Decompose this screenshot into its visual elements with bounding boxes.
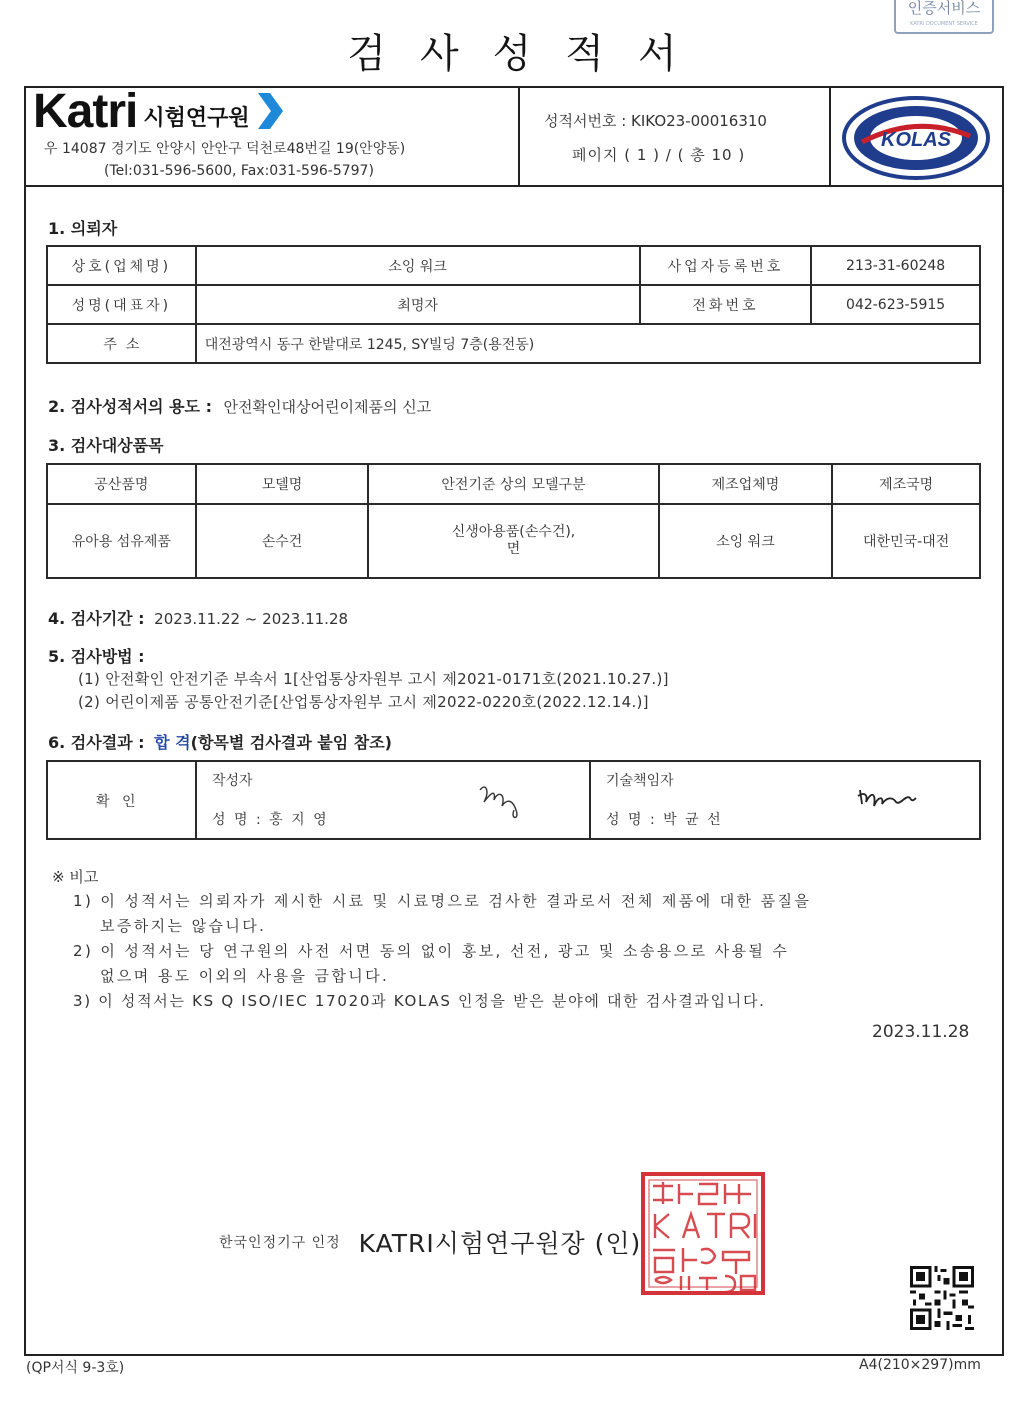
chevron-right-icon <box>256 92 284 130</box>
method-line: (1) 안전확인 안전기준 부속서 1[산업통상자원부 고시 제2021-0171호(2021.10.27.)] <box>78 670 669 688</box>
phone-label: 전화번호 <box>640 285 812 324</box>
result-note: (항목별 검사결과 붙임 참조) <box>190 733 392 752</box>
page-info: 페이지 ( 1 ) / ( 총 10 ) <box>572 146 746 164</box>
item-header: 제조국명 <box>832 464 980 504</box>
manager-label: 기술책임자 <box>606 773 674 789</box>
company-value: 소잉 워크 <box>196 246 640 285</box>
header-address: 우 14087 경기도 안양시 안안구 덕천로48번길 19(안양동) <box>44 141 406 157</box>
item-cell: 손수건 <box>196 504 369 578</box>
phone-value: 042-623-5915 <box>811 285 980 324</box>
issuer-line <box>219 1222 641 1262</box>
remarks-head: ※ 비고 <box>52 868 99 886</box>
item-header: 안전기준 상의 모델구분 <box>368 464 658 504</box>
section6-title: 6. 검사결과 : <box>48 733 145 752</box>
service-stamp-sub: KATRI DOCUMENT SERVICE <box>910 21 978 27</box>
header-divider <box>518 86 520 187</box>
remark-line: 1) 이 성적서는 의뢰자가 제시한 시료 및 시료명으로 검사한 결과로서 전체 제품에 대한 품질을 <box>73 892 812 910</box>
accreditation-prefix: 한국인정기구 인정 <box>219 1235 341 1251</box>
header-contact: (Tel:031-596-5600, Fax:031-596-5797) <box>104 163 374 179</box>
client-table <box>46 245 981 364</box>
section6 <box>48 730 392 753</box>
company-label: 상호(업체명) <box>47 246 196 285</box>
sign-divider <box>195 762 197 838</box>
remark-line: 보증하지는 않습니다. <box>100 917 267 935</box>
report-number: 성적서번호 : KIKO23-00016310 <box>544 112 767 130</box>
kolas-text: KOLAS <box>881 129 951 151</box>
item-table <box>46 463 981 579</box>
section2 <box>48 394 431 417</box>
signature-table <box>46 760 981 840</box>
manager-name: 성 명 : 박 균 선 <box>606 812 723 828</box>
issue-date: 2023.11.28 <box>872 1022 970 1042</box>
bizno-value: 213-31-60248 <box>811 246 980 285</box>
section4-title: 4. 검사기간 : <box>48 609 145 628</box>
bizno-label: 사업자등록번호 <box>640 246 812 285</box>
service-stamp-label: 인증서비스 <box>907 0 981 17</box>
header-divider <box>829 86 831 187</box>
writer-name: 성 명 : 홍 지 영 <box>212 812 329 828</box>
paper-size: A4(210×297)mm <box>859 1357 981 1373</box>
inspection-period: 2023.11.22 ~ 2023.11.28 <box>154 610 349 628</box>
method-line: (2) 어린이제품 공통안전기준[산업통상자원부 고시 제2022-0220호(2022.12.14.)] <box>78 693 649 711</box>
section5-title: 5. 검사방법 : <box>48 647 145 666</box>
sign-divider <box>589 762 591 838</box>
result-pass: 합 격 <box>154 733 191 752</box>
kolas-emblem <box>842 96 990 180</box>
item-cell: 유아용 섬유제품 <box>47 504 196 578</box>
writer-label: 작성자 <box>212 773 253 789</box>
remark-line: 없으며 용도 이외의 사용을 금합니다. <box>100 967 390 985</box>
section4 <box>48 606 348 629</box>
logo-word: Katri <box>33 85 138 138</box>
manager-signature <box>856 784 918 816</box>
address-value: 대전광역시 동구 한밭대로 1245, SY빌딩 7층(용전동) <box>196 324 980 363</box>
remark-line: 2) 이 성적서는 당 연구원의 사전 서면 동의 없이 홍보, 선전, 광고 및 소송용으로 사용될 수 <box>73 942 790 960</box>
item-header: 제조업체명 <box>659 464 833 504</box>
issuer-name: KATRI시험연구원장 (인) <box>358 1229 642 1258</box>
item-cell: 대한민국-대전 <box>832 504 980 578</box>
item-header: 공산품명 <box>47 464 196 504</box>
remark-line: 3) 이 성적서는 KS Q ISO/IEC 17020과 KOLAS 인정을 받은 분야에 대한 검사결과입니다. <box>73 992 766 1010</box>
katri-logo <box>33 85 284 138</box>
official-seal <box>641 1172 765 1295</box>
section1-title: 1. 의뢰자 <box>48 219 118 238</box>
section2-title: 2. 검사성적서의 용도 : <box>48 397 212 416</box>
logo-subtitle: 시험연구원 <box>143 106 250 131</box>
item-cell: 신생아용품(손수건), 면 <box>368 504 658 578</box>
name-value: 최명자 <box>196 285 640 324</box>
address-label: 주 소 <box>47 324 196 363</box>
name-label: 성명(대표자) <box>47 285 196 324</box>
document-title: 검사성적서 <box>347 31 711 77</box>
section2-value: 안전확인대상어린이제품의 신고 <box>223 398 432 416</box>
item-header: 모델명 <box>196 464 369 504</box>
qr-code <box>910 1266 974 1330</box>
item-cell: 소잉 워크 <box>659 504 833 578</box>
section3-title: 3. 검사대상품목 <box>48 436 164 455</box>
confirm-label: 확 인 <box>96 794 140 810</box>
form-number: (QP서식 9-3호) <box>26 1360 125 1376</box>
writer-signature <box>476 780 526 822</box>
